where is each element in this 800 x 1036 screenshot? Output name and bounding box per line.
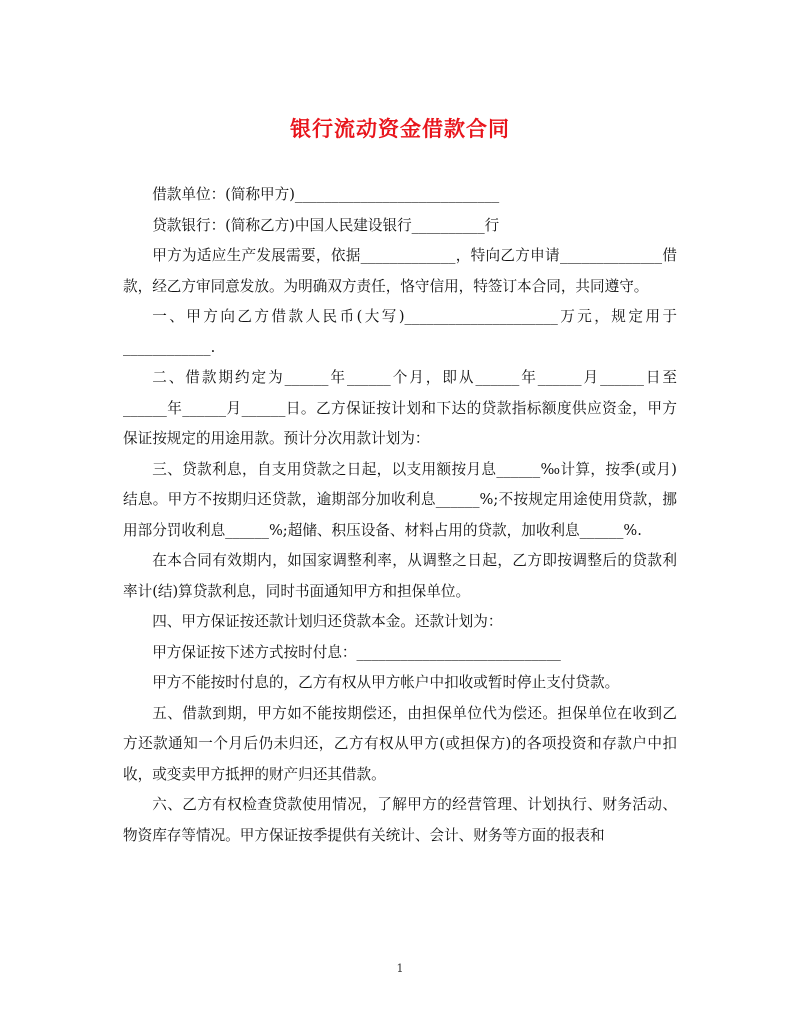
- lender-line: 贷款银行：(简称乙方)中国人民建设银行__________行: [152, 216, 500, 234]
- clause-6-paragraph: 六、乙方有权检查贷款使用情况，了解甲方的经营管理、计划执行、财务活动、物资库存等情况。甲方保证按季提供有关统计、会计、财务等方面的报表和: [123, 796, 677, 844]
- preamble-paragraph: 甲方为适应生产发展需要，依据_____________，特向乙方申请______________借款，经乙方审同意发放。为明确双方责任，恪守信用，特签订本合同，共同遵守。: [123, 247, 677, 295]
- clause-2-paragraph: 二、借款期约定为______年______个月，即从______年______月______日至______年______月______日。乙方保证按计划和下达的贷款指标额度供应资金，甲方保证按规定的用途用款。预计分次用款计划为：: [123, 369, 677, 447]
- page-number: 1: [396, 962, 404, 975]
- document-body: [123, 180, 677, 851]
- rate-adjustment-paragraph: 在本合同有效期内，如国家调整利率，从调整之日起，乙方即按调整后的贷款利率计(结)算贷款利息，同时书面通知甲方和担保单位。: [123, 552, 677, 600]
- clause-4-paragraph: 四、甲方保证按还款计划归还贷款本金。还款计划为：: [152, 613, 503, 630]
- clause-3-paragraph: 三、贷款利息，自支用贷款之日起，以支用额按月息______‰计算，按季(或月)结息。甲方不按期归还贷款，逾期部分加收利息______%;不按规定用途使用贷款，挪用部分罚收利息______%;超储、积压设备、材料占用的贷款，加收利息______%.: [123, 460, 677, 539]
- clause-1-paragraph: 一、甲方向乙方借款人民币(大写)_____________________万元，规定用于____________.: [123, 308, 677, 356]
- clause-5-paragraph: 五、借款到期，甲方如不能按期偿还，由担保单位代为偿还。担保单位在收到乙方还款通知一个月后仍未归还，乙方有权从甲方(或担保方)的各项投资和存款户中扣收，或变卖甲方抵押的财产归还其借款。: [123, 704, 677, 783]
- late-payment-paragraph: 甲方不能按时付息的，乙方有权从甲方帐户中扣收或暂时停止支付贷款。: [152, 674, 620, 691]
- borrower-line: 借款单位：(简称甲方)____________________________: [152, 186, 500, 203]
- document-title: 银行流动资金借款合同: [290, 117, 510, 141]
- interest-payment-line: 甲方保证按下述方式按时付息：____________________________: [152, 643, 561, 661]
